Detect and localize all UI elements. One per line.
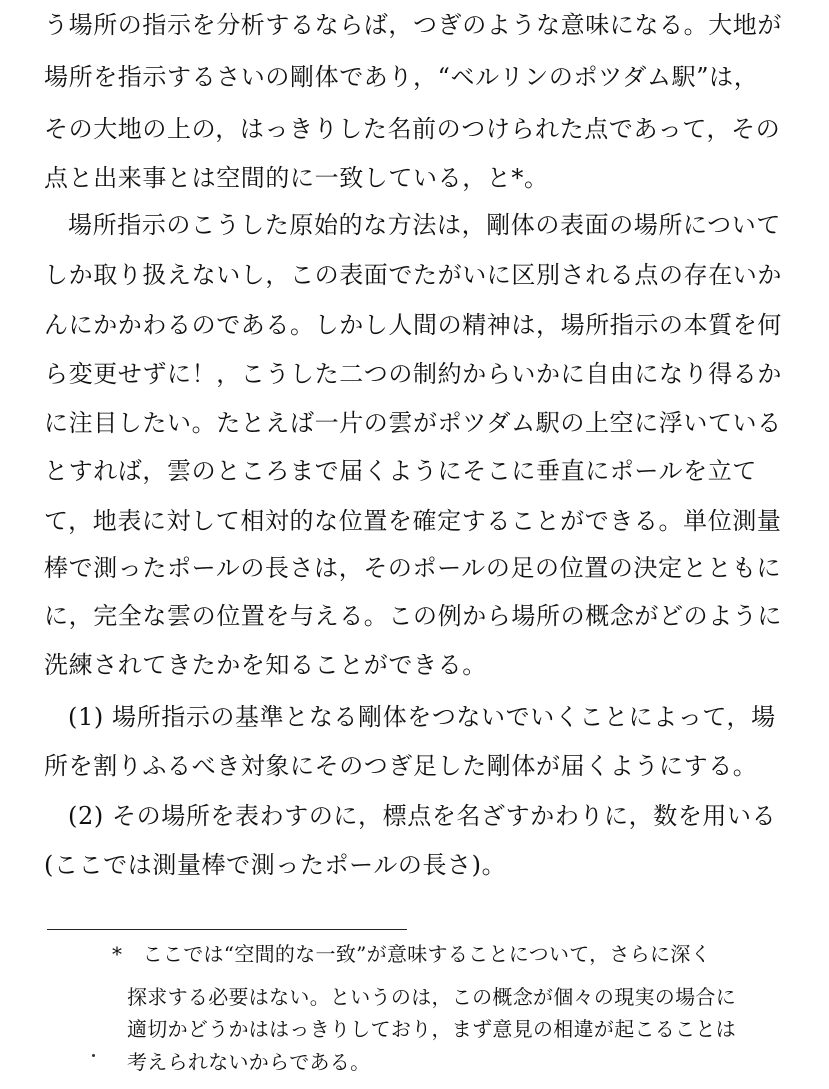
- body-line-15: (1) 場所指示の基準となる剛体をつないでいくことによって，場: [68, 703, 776, 731]
- body-line-1: う場所の指示を分析するならば，つぎのような意味になる。大地が: [44, 11, 782, 39]
- scan-speck: [92, 1054, 95, 1057]
- body-line-17: (2) その場所を表わすのに，標点を名ざすかわりに，数を用いる: [68, 802, 777, 830]
- body-line-9: に注目したい。たとえば一片の雲がポツダム駅の上空に浮いている: [44, 409, 782, 437]
- body-line-10: とすれば，雲のところまで届くようにそこに垂直にポールを立て: [44, 457, 757, 485]
- body-line-18: (ここでは測量棒で測ったポールの長さ)。: [44, 851, 507, 879]
- body-line-12: 棒で測ったポールの長さは，そのポールの足の位置の決定とともに: [44, 554, 782, 582]
- body-line-6: しか取り扱えないし，この表面でたがいに区別される点の存在いか: [44, 261, 782, 289]
- body-line-7: んにかかわるのである。しかし人間の精神は，場所指示の本質を何: [44, 311, 782, 339]
- footnote-line-4: 考えられないからである。: [127, 1050, 371, 1074]
- body-line-16: 所を割りふるべき対象にそのつぎ足した剛体が届くようにする。: [44, 752, 758, 780]
- body-line-2: 場所を指示するさいの剛体であり，“ベルリンのポツダム駅”は，: [44, 63, 759, 91]
- body-line-11: て，地表に対して相対的な位置を確定することができる。単位測量: [44, 507, 782, 535]
- body-line-3: その大地の上の，はっきりした名前のつけられた点であって，その: [44, 115, 781, 143]
- footnote-divider: [47, 929, 407, 930]
- footnote-line-2: 探求する必要はない。というのは，この概念が個々の現実の場合に: [127, 985, 736, 1009]
- body-line-8: ら変更せずに！，こうした二つの制約からいかに自由になり得るか: [44, 360, 782, 388]
- body-line-4: 点と出来事とは空間的に一致している，と*。: [44, 164, 549, 192]
- body-line-14: 洗練されてきたかを知ることができる。: [44, 651, 487, 679]
- footnote-line-1: * ここでは“空間的な一致”が意味することについて，さらに深く: [112, 942, 711, 966]
- footnote-line-3: 適切かどうかははっきりしており，まず意見の相違が起こることは: [127, 1017, 736, 1041]
- body-line-5: 場所指示のこうした原始的な方法は，剛体の表面の場所について: [68, 211, 781, 239]
- body-line-13: に，完全な雲の位置を与える。この例から場所の概念がどのように: [44, 602, 782, 630]
